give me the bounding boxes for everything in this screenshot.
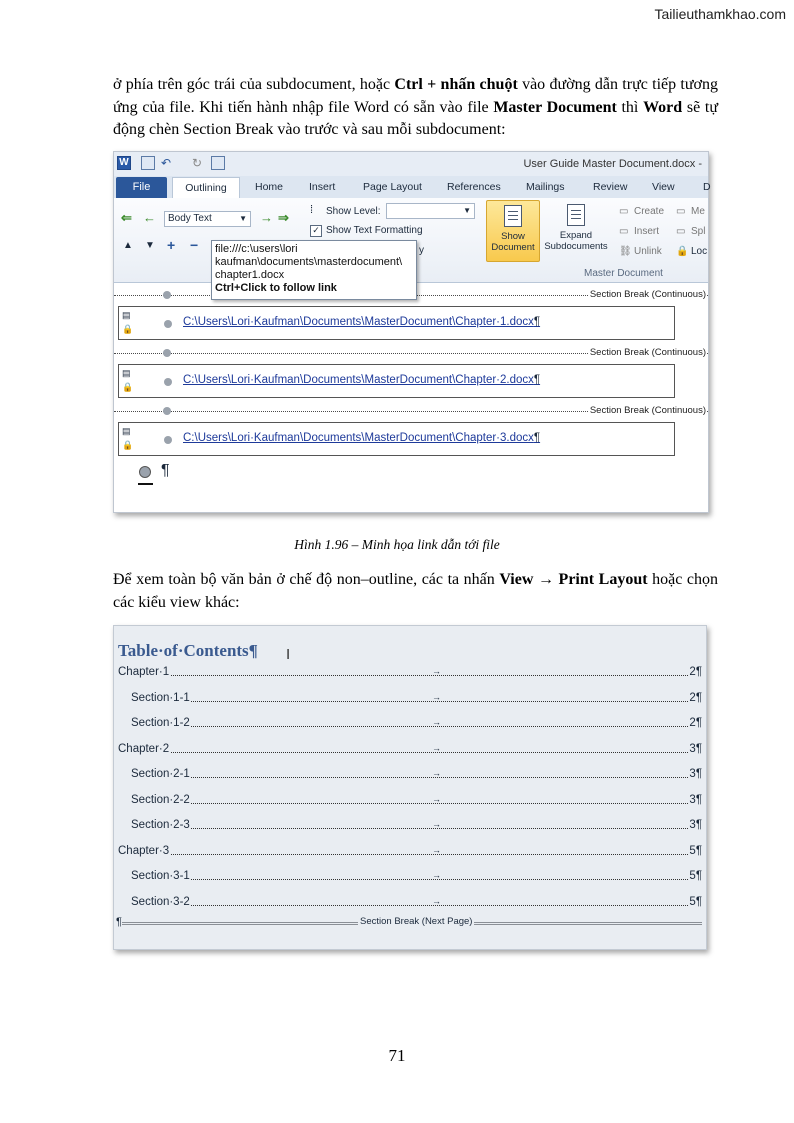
unlink-button[interactable]: Unlink bbox=[634, 246, 662, 257]
toc-entry[interactable] bbox=[114, 717, 704, 733]
para1-bold-2: Master Document bbox=[493, 98, 617, 116]
tab-review[interactable]: Review bbox=[593, 181, 628, 193]
para1-text-4: sẽ tự động chèn Section Break vào trước và sau mỗi subdocument: bbox=[113, 98, 719, 138]
hyperlink-tooltip bbox=[211, 240, 417, 300]
outline-bullet bbox=[163, 349, 171, 357]
toc-entry[interactable] bbox=[114, 794, 704, 810]
text-cursor-icon: I bbox=[286, 646, 291, 663]
show-first-line-label-fragment: y bbox=[419, 245, 424, 256]
toc-leader-dots bbox=[118, 752, 690, 753]
tab-file[interactable]: File bbox=[116, 177, 167, 198]
print-preview-icon[interactable] bbox=[211, 156, 225, 170]
toc-entry-label: Section·2-3 bbox=[131, 819, 190, 831]
tab-view[interactable]: View bbox=[652, 181, 675, 193]
quick-access-toolbar bbox=[114, 152, 708, 176]
toc-leader-dots bbox=[118, 675, 690, 676]
lock-icon: 🔒 bbox=[122, 440, 134, 450]
tab-arrow-icon: → bbox=[432, 717, 441, 727]
create-icon: ▭ bbox=[619, 206, 629, 217]
section-break-3 bbox=[114, 405, 708, 416]
show-level-label: Show Level: bbox=[326, 206, 381, 217]
toc-leader-dots bbox=[131, 828, 690, 829]
lock-document-button[interactable]: Loc bbox=[691, 246, 708, 257]
section-break-2 bbox=[114, 347, 708, 358]
tab-mailings[interactable]: Mailings bbox=[526, 181, 565, 193]
para1-text-1: ở phía trên góc trái của subdocument, hoặc bbox=[113, 76, 395, 93]
outline-bullet bbox=[164, 320, 172, 328]
toc-entry[interactable] bbox=[114, 666, 704, 682]
toc-leader-dots bbox=[131, 777, 690, 778]
toc-entry-page: 5¶ bbox=[689, 895, 702, 908]
toc-entry-label: Section·3-2 bbox=[131, 895, 190, 908]
toc-entry-page: 5¶ bbox=[689, 870, 702, 882]
move-up-icon[interactable]: ▲ bbox=[123, 240, 133, 251]
toc-leader-dots bbox=[131, 905, 690, 906]
figure-table-of-contents-screenshot bbox=[113, 625, 707, 950]
outline-bullet bbox=[163, 291, 171, 299]
figure-caption: Hình 1.96 – Minh họa link dẫn tới file bbox=[294, 537, 500, 552]
subdocument-box bbox=[118, 306, 675, 340]
subdocument-box bbox=[118, 364, 675, 398]
paragraph-1 bbox=[113, 74, 718, 142]
para1-text-3: thì bbox=[616, 98, 644, 116]
insert-button[interactable]: Insert bbox=[634, 226, 660, 237]
outline-level-value: Body Text bbox=[168, 213, 212, 224]
para2-bold-print-layout: Print Layout bbox=[558, 571, 648, 588]
outline-level-dropdown[interactable] bbox=[164, 211, 251, 227]
toc-entry-label: Chapter·3 bbox=[118, 844, 170, 857]
promote-to-heading-icon[interactable]: ⇐ bbox=[121, 210, 132, 225]
undo-icon[interactable]: ↶ bbox=[161, 156, 172, 170]
toc-leader-dots bbox=[131, 701, 690, 702]
demote-icon[interactable]: → bbox=[260, 210, 273, 225]
subdocument-box bbox=[118, 422, 675, 456]
toc-entry-page: 2¶ bbox=[689, 666, 702, 678]
tab-outlining[interactable]: Outlining bbox=[172, 177, 240, 198]
split-icon: ▭ bbox=[676, 226, 686, 237]
para2-bold-view: View bbox=[499, 571, 534, 588]
section-break-label: Section Break (Next Page) bbox=[360, 916, 473, 927]
tab-arrow-icon: → bbox=[432, 768, 441, 778]
section-break-label: Section Break (Continuous) bbox=[589, 347, 706, 358]
outline-bullet bbox=[164, 378, 172, 386]
toc-entry-label: Section·1-1 bbox=[131, 691, 190, 704]
insert-icon: ▭ bbox=[619, 226, 629, 237]
subdocument-link[interactable]: C:\Users\Lori·Kaufman\Documents\MasterDocument\Chapter·1.docx¶ bbox=[183, 316, 541, 328]
toc-entry-page: 2¶ bbox=[689, 691, 702, 704]
outline-bullet-minus bbox=[139, 466, 151, 478]
toc-title: Table·of·Contents¶ bbox=[118, 641, 258, 660]
toc-entry[interactable] bbox=[114, 692, 704, 708]
show-level-dropdown[interactable] bbox=[386, 203, 475, 219]
ribbon-tabs bbox=[114, 176, 711, 199]
outline-bullet bbox=[164, 436, 172, 444]
expand-subdocuments-label-1: Expand bbox=[559, 230, 593, 241]
tab-arrow-icon: → bbox=[432, 691, 441, 702]
merge-button[interactable]: Me bbox=[691, 206, 705, 217]
toc-entry[interactable] bbox=[114, 819, 704, 835]
tooltip-line-1: file:///c:\users\lori bbox=[215, 243, 298, 255]
toc-entry[interactable] bbox=[114, 845, 704, 861]
toc-entry[interactable] bbox=[114, 870, 704, 886]
redo-icon[interactable]: ↻ bbox=[192, 156, 203, 170]
toc-entry-label: Section·2-2 bbox=[131, 793, 190, 806]
pilcrow-mark: ¶ bbox=[161, 462, 170, 479]
toc-entry-label: Chapter·2 bbox=[118, 742, 170, 755]
chevron-down-icon: ▼ bbox=[239, 214, 247, 223]
toc-leader-dots bbox=[131, 803, 690, 804]
unlink-icon: ⛓ bbox=[619, 246, 632, 257]
figure-outline-view-screenshot bbox=[113, 151, 709, 513]
toc-entry[interactable] bbox=[114, 768, 704, 784]
toc-leader-dots bbox=[131, 879, 690, 880]
subdocument-link[interactable]: C:\Users\Lori·Kaufman\Documents\MasterDocument\Chapter·3.docx¶ bbox=[183, 432, 541, 444]
tab-references[interactable]: References bbox=[447, 181, 501, 193]
save-icon[interactable] bbox=[141, 156, 155, 170]
para1-bold-1: Ctrl + nhấn chuột bbox=[394, 76, 518, 93]
pilcrow-mark: ¶ bbox=[116, 916, 122, 928]
tab-arrow-icon: → bbox=[432, 742, 441, 753]
toc-entry-label: Chapter·1 bbox=[118, 666, 170, 678]
subdocument-icon bbox=[567, 204, 585, 226]
toc-entry[interactable] bbox=[114, 896, 704, 912]
merge-icon: ▭ bbox=[676, 206, 686, 217]
tab-page-layout[interactable]: Page Layout bbox=[363, 181, 422, 193]
tab-arrow-icon: → bbox=[432, 844, 441, 855]
tab-developer[interactable]: D bbox=[703, 181, 711, 193]
toc-entry-page: 5¶ bbox=[689, 844, 702, 857]
page-number: 71 bbox=[388, 1046, 406, 1065]
tab-arrow-icon: → bbox=[432, 870, 441, 880]
show-text-formatting-label: Show Text Formatting bbox=[326, 225, 423, 236]
show-document-button[interactable] bbox=[486, 200, 540, 262]
toc-entry-page: 3¶ bbox=[689, 742, 702, 755]
chevron-down-icon: ▼ bbox=[463, 206, 471, 215]
show-text-formatting-checkbox[interactable]: ✓ bbox=[310, 225, 322, 237]
subdocument-icon[interactable]: ▤ bbox=[122, 368, 131, 378]
window-title: User Guide Master Document.docx - bbox=[523, 158, 702, 170]
demote-to-body-text-icon[interactable]: ⇒ bbox=[278, 210, 289, 225]
expand-icon[interactable]: + bbox=[167, 237, 176, 253]
promote-icon[interactable]: ← bbox=[143, 210, 156, 225]
cursor-underline bbox=[138, 483, 153, 485]
toc-entry-page: 3¶ bbox=[689, 768, 702, 780]
tab-arrow-icon: → bbox=[432, 819, 441, 829]
section-break-next-page bbox=[116, 916, 702, 928]
tab-home[interactable]: Home bbox=[255, 181, 284, 193]
outline-bullet bbox=[163, 407, 171, 415]
move-down-icon[interactable]: ▼ bbox=[145, 240, 155, 251]
paragraph-2 bbox=[113, 569, 718, 614]
group-label-master-document: Master Document bbox=[584, 268, 663, 279]
expand-subdocuments-label-2: Subdocuments bbox=[544, 241, 608, 252]
toc-leader-dots bbox=[118, 854, 690, 855]
tooltip-line-2: kaufman\documents\masterdocument\ bbox=[215, 256, 403, 268]
subdocument-link[interactable]: C:\Users\Lori·Kaufman\Documents\MasterDocument\Chapter·2.docx¶ bbox=[183, 374, 541, 386]
expand-subdocuments-button[interactable] bbox=[541, 200, 611, 260]
subdocument-icon[interactable]: ▤ bbox=[122, 310, 131, 320]
toc-entry-page: 2¶ bbox=[689, 717, 702, 729]
para1-bold-3: Word bbox=[643, 98, 683, 116]
toc-entry-label: Section·3-1 bbox=[131, 870, 190, 882]
toc-entry-label: Section·2-1 bbox=[131, 768, 190, 780]
collapse-icon[interactable]: − bbox=[190, 237, 199, 253]
watermark: Tailieuthamkhao.com bbox=[654, 6, 786, 22]
para2-text-1: Để xem toàn bộ văn bản ở chế độ non–outline, các ta nhấn bbox=[113, 571, 500, 588]
arrow-right-icon: → bbox=[533, 571, 559, 588]
subdocument-icon[interactable]: ▤ bbox=[122, 426, 131, 436]
tab-arrow-icon: → bbox=[432, 666, 441, 676]
tab-arrow-icon: → bbox=[432, 895, 441, 906]
document-icon bbox=[504, 205, 522, 227]
tab-insert[interactable]: Insert bbox=[309, 181, 336, 193]
tooltip-line-3: chapter1.docx bbox=[215, 269, 285, 281]
tooltip-action: Ctrl+Click to follow link bbox=[215, 282, 337, 294]
show-level-icon: ⁞ bbox=[310, 204, 314, 216]
para2-text-2: hoặc chọn các kiểu view khác: bbox=[113, 571, 718, 611]
lock-icon: 🔒 bbox=[676, 246, 689, 257]
toc-entry-page: 3¶ bbox=[689, 819, 702, 831]
show-document-label-1: Show bbox=[501, 231, 525, 242]
show-document-label-2: Document bbox=[491, 242, 535, 253]
split-button[interactable]: Spl bbox=[691, 226, 706, 237]
para1-text-2: vào đường dẫn trực tiếp tương ứng của file. Khi tiến hành nhập file Word có sẵn vào file bbox=[113, 76, 718, 116]
create-button[interactable]: Create bbox=[634, 206, 665, 217]
word-logo-icon: W bbox=[117, 156, 131, 170]
section-break-label: Section Break (Continuous) bbox=[589, 405, 706, 416]
toc-leader-dots bbox=[131, 726, 690, 727]
toc-entry[interactable] bbox=[114, 743, 704, 759]
tab-arrow-icon: → bbox=[432, 793, 441, 804]
toc-entry-page: 3¶ bbox=[689, 793, 702, 806]
lock-icon: 🔒 bbox=[122, 324, 134, 334]
section-break-label: Section Break (Continuous) bbox=[589, 289, 706, 300]
toc-entry-label: Section·1-2 bbox=[131, 717, 190, 729]
lock-icon: 🔒 bbox=[122, 382, 134, 392]
